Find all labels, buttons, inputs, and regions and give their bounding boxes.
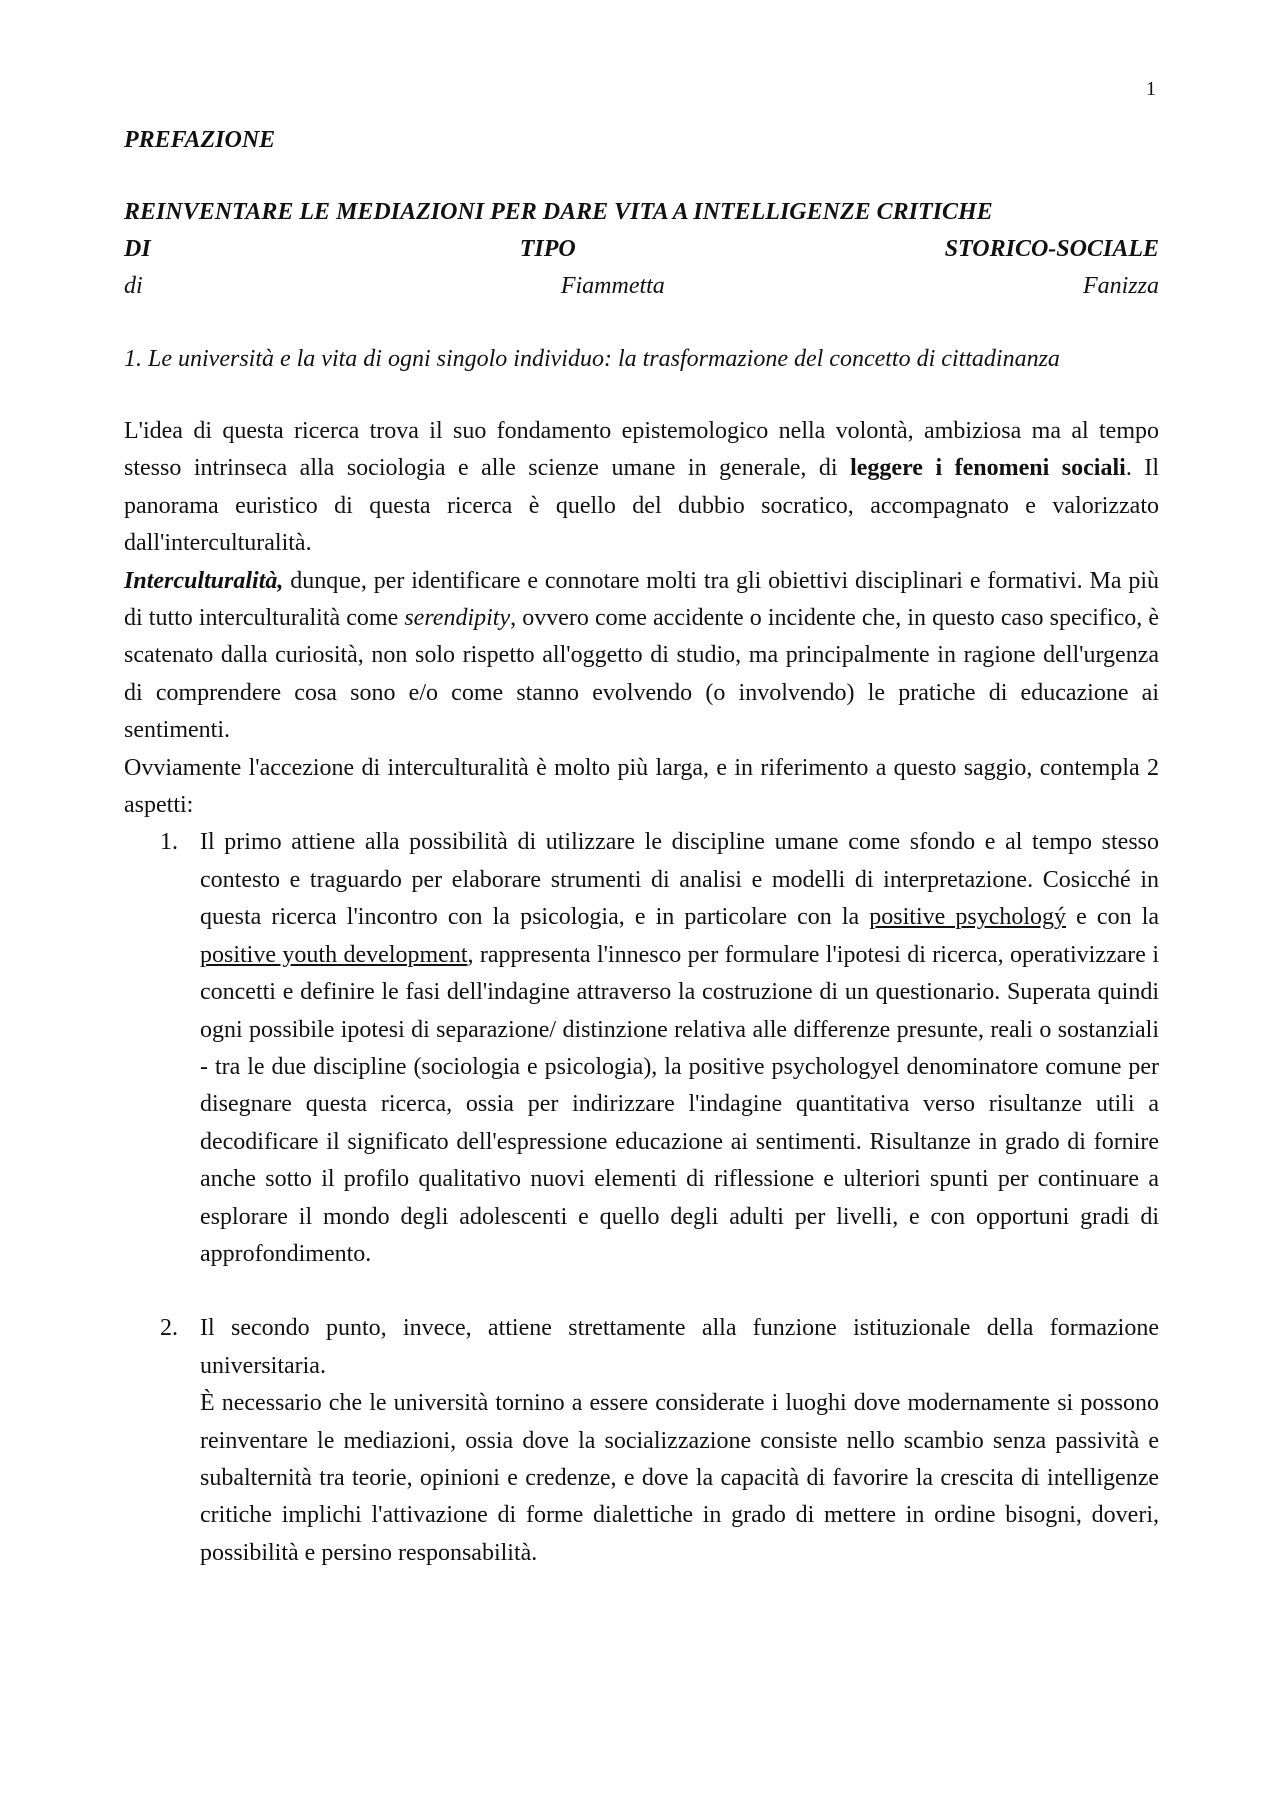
preface-heading: PREFAZIONE [124,127,276,153]
title-word: DI [124,236,151,262]
document-title [124,194,1159,305]
section-heading: 1. Le università e la vita di ogni singolo individuo: la trasformazione del concetto di cittadinanza [124,346,1060,372]
byline-word: di [124,273,143,299]
text-run: , rappresenta l'innesco per formulare l'ipotesi di ricerca, operativizzare i concetti e definire le fasi dell'indagine attraverso la costruzione di un questionario. Superata quindi ogni possibile ipotesi di separazione/ distinzione relativa alle differenze presunte, reali o sostanziali - tra le due discipline (sociologia e psicologia), la positive psychologyel denominatore comune per disegnare questa ricerca, ossia per indirizzare l'indagine quantitativa verso risultanze utili a decodificare il significato dell'espressione educazione ai sentimenti. Risultanze in grado di fornire anche sotto il profilo qualitativo nuovi elementi di riflessione e ulteriori spunti per continuare a esplorare il mondo degli adolescenti e quello degli adulti per livelli, e con opportuni gradi di approfondimento. [200,941,1160,1267]
text-run: . Il panorama euristico di questa ricerca è quello del dubbio socratico, accompagnato e valorizzato dall'interculturalità. [124,455,1159,557]
page-number: 1 [1146,78,1156,100]
author-last-name: Fanizza [1082,273,1159,299]
text-run: È necessario che le università tornino a essere considerate i luoghi dove modernamente si possono reinventare le mediazioni, ossia dove la socializzazione consiste nello scambio senza passività e subalternità tra teorie, opinioni e credenze, e dove la capacità di favorire la crescita di intelligenze critiche implichi l'attivazione di forme dialettiche in grado di mettere in ordine bisogni, doveri, possibilità e persino responsabilità. [200,1390,1159,1566]
bold-italic-text: Interculturalità, [124,567,284,594]
text-run: Il secondo punto, invece, attiene strettamente alla funzione istituzionale della formazione universitaria. [200,1315,1159,1379]
title-line-2 [124,231,1159,268]
underlined-term: positive psychologý [869,904,1067,931]
title-line-1: REINVENTARE LE MEDIAZIONI PER DARE VITA A INTELLIGENZE CRITICHE [124,199,993,225]
italic-text: serendipity [404,605,511,632]
list-item [124,824,1159,1273]
list-item [124,1310,1159,1572]
numbered-list [124,824,1159,1572]
list-number: 1. [160,829,178,856]
title-word: TIPO [519,236,576,262]
document-body [124,122,1159,1572]
bold-text: leggere i fenomeni sociali [850,455,1126,482]
underlined-term: positive youth development [200,941,468,968]
intro-paragraph-3: Ovviamente l'accezione di interculturalità è molto più larga, e in riferimento a questo saggio, contempla 2 aspetti: [124,754,1159,819]
text-run: Il primo attiene alla possibilità di utilizzare le discipline umane come sfondo e al tempo stesso contesto e traguardo per elaborare strumenti di analisi e modelli di interpretazione. Cosicché in questa ricerca l'incontro con la psicologia, e in particolare con la [200,829,1159,931]
intro-paragraph-1 [124,413,1159,563]
text-run: e con la [1066,904,1160,931]
title-word: STORICO-SOCIALE [944,236,1159,262]
author-first-name: Fiammetta [560,273,665,299]
list-number: 2. [160,1315,178,1342]
byline [124,268,1159,305]
text-run: , ovvero come accidente o incidente che, in questo caso specifico, è scatenato dalla curiosità, non solo rispetto all'oggetto di studio, ma principalmente in ragione dell'urgenza di comprendere cosa sono e/o come stanno evolvendo (o involvendo) le pratiche di educazione ai sentimenti. [124,605,1159,744]
intro-paragraph-2 [124,563,1159,750]
text-run: dunque, per identificare e connotare molti tra gli obiettivi disciplinari e formativi. Ma più di tutto interculturalità come [124,567,1159,632]
text-run: L'idea di questa ricerca trova il suo fondamento epistemologico nella volontà, ambiziosa ma al tempo stesso intrinseca alla sociologia e alle scienze umane in generale, di [124,418,1159,482]
